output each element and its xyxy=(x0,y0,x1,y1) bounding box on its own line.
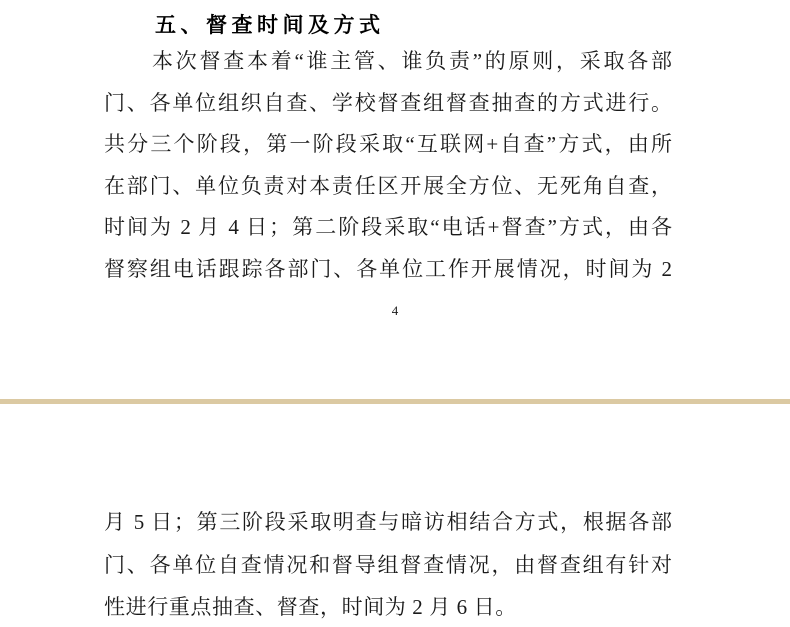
page-break-divider xyxy=(0,399,790,404)
page2-body-text xyxy=(104,501,672,627)
section-heading: 五、督查时间及方式 xyxy=(155,14,385,37)
body-line: 门、各单位自查情况和督导组督查情况，由督查组有针对 xyxy=(104,552,672,577)
body-line: 门、各单位组织自查、学校督查组督查抽查的方式进行。 xyxy=(104,90,672,115)
page-number: 4 xyxy=(391,303,399,318)
body-line: 时间为 2 月 4 日；第二阶段采取“电话+督查”方式，由各 xyxy=(104,215,672,240)
body-line: 督察组电话跟踪各部门、各单位工作开展情况，时间为 2 xyxy=(104,256,672,281)
body-line: 本次督查本着“谁主管、谁负责”的原则，采取各部 xyxy=(152,49,672,73)
body-line: 性进行重点抽查、督查，时间为 2 月 6 日。 xyxy=(104,595,517,619)
body-line: 共分三个阶段，第一阶段采取“互联网+自查”方式，由所 xyxy=(104,132,672,157)
body-line: 月 5 日；第三阶段采取明查与暗访相结合方式，根据各部 xyxy=(104,510,672,534)
page1-body-text xyxy=(104,41,672,291)
body-line: 在部门、单位负责对本责任区开展全方位、无死角自查， xyxy=(104,173,672,198)
